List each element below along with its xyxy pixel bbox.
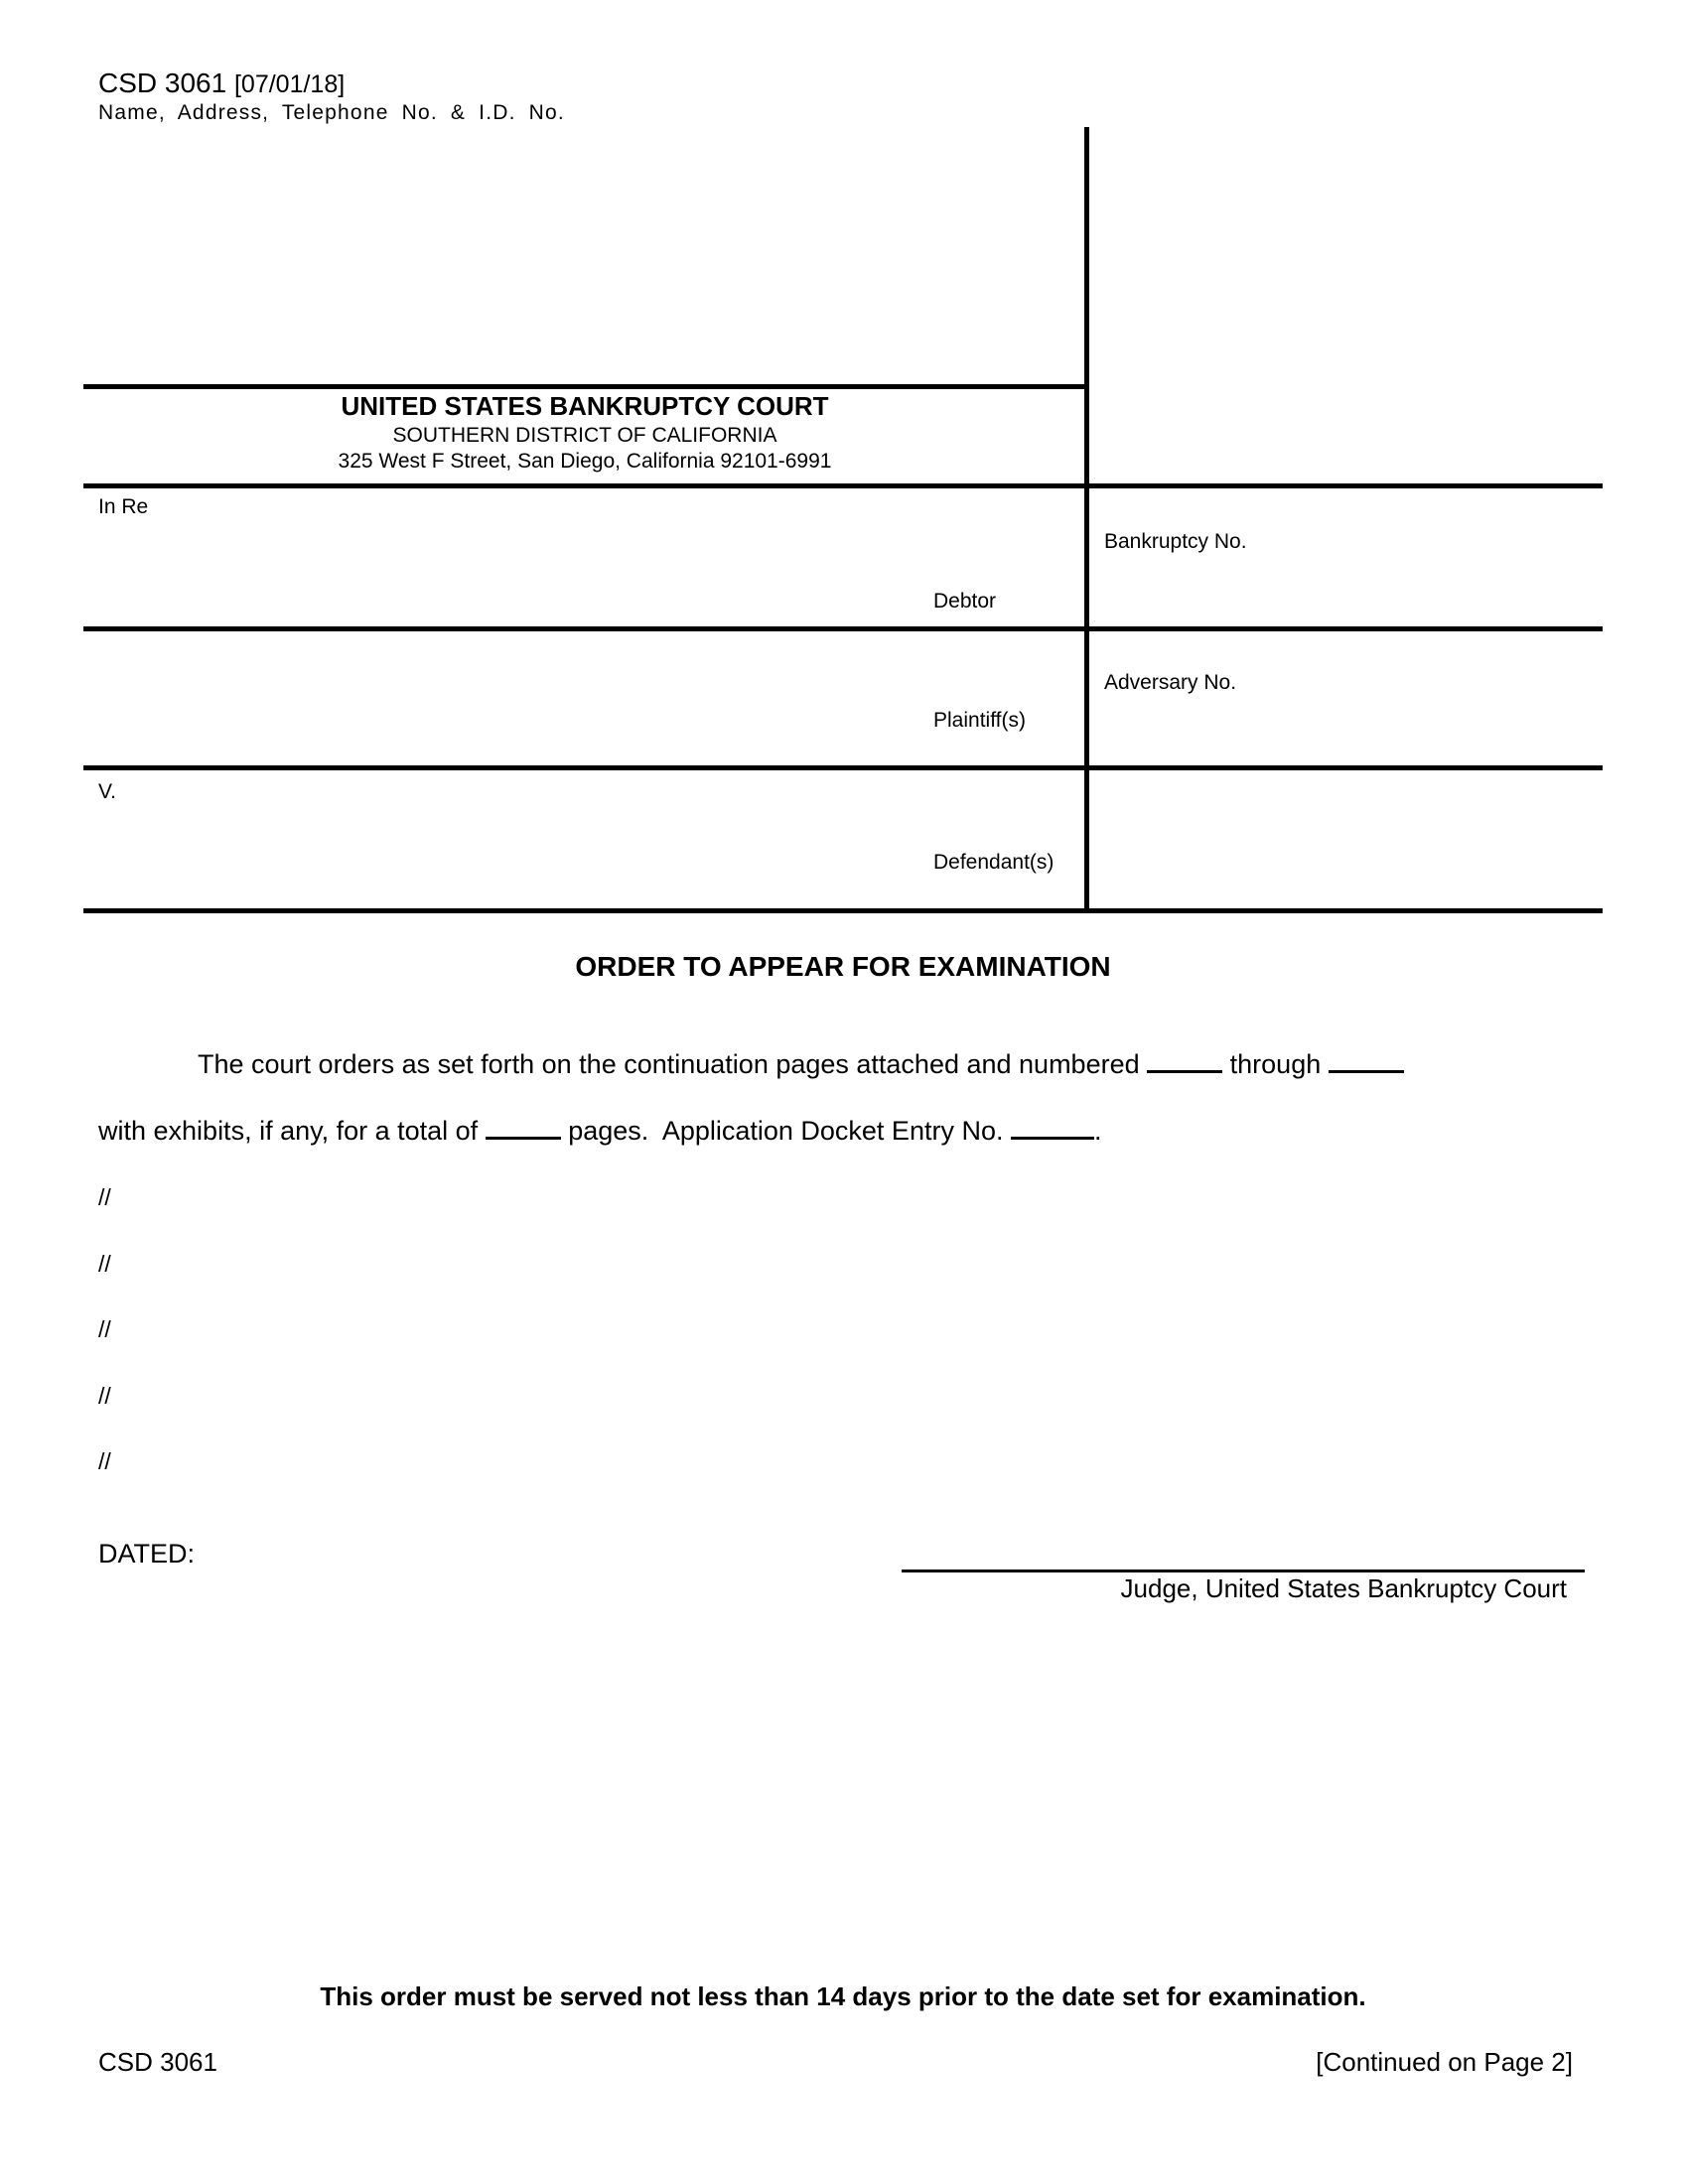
plaintiff-top-divider <box>83 626 1603 631</box>
footer-form-number: CSD 3061 <box>98 2047 217 2077</box>
court-address: 325 West F Street, San Diego, California 92101-6991 <box>338 450 832 473</box>
slash-line: // <box>98 1316 111 1342</box>
in-re-label: In Re <box>98 495 149 518</box>
slash-line: // <box>98 1184 111 1210</box>
through-text: through <box>1229 1049 1322 1079</box>
dated-label: DATED: <box>98 1539 196 1569</box>
slash-line: // <box>98 1448 111 1474</box>
name-address-label: Name, Address, Telephone No. & I.D. No. <box>98 101 565 124</box>
bankruptcy-no-label: Bankruptcy No. <box>1104 530 1247 553</box>
total-pages-blank[interactable] <box>486 1115 561 1140</box>
form-date: [07/01/18] <box>233 70 346 98</box>
caption-bottom-divider <box>83 908 1603 913</box>
pages-text: pages. <box>568 1116 649 1146</box>
defendant-label: Defendant(s) <box>933 851 1055 874</box>
adversary-no-label: Adversary No. <box>1104 671 1237 694</box>
judge-label: Judge, United States Bankruptcy Court <box>1120 1573 1567 1603</box>
form-number: CSD 3061 <box>98 68 227 98</box>
court-name: UNITED STATES BANKRUPTCY COURT <box>341 391 829 421</box>
debtor-label: Debtor <box>933 590 997 613</box>
in-re-top-divider <box>83 483 1603 488</box>
plaintiff-label: Plaintiff(s) <box>933 709 1026 732</box>
footer-continued: [Continued on Page 2] <box>1316 2047 1573 2077</box>
judge-signature-line[interactable] <box>902 1570 1585 1572</box>
service-notice: This order must be served not less than 14 days prior to the date set for examination. <box>320 1981 1366 2011</box>
order-line-1-text: The court orders as set forth on the continuation pages attached and numbered <box>198 1049 1140 1079</box>
form-number-header <box>98 68 345 99</box>
order-line-2-prefix: with exhibits, if any, for a total of <box>98 1116 479 1146</box>
continuation-end-blank[interactable] <box>1329 1048 1404 1073</box>
docket-entry-text: Application Docket Entry No. <box>661 1116 1004 1146</box>
slash-line: // <box>98 1383 111 1409</box>
defendant-top-divider <box>83 765 1603 770</box>
slash-line: // <box>98 1251 111 1277</box>
order-line-2 <box>98 1115 1102 1147</box>
caption-vertical-divider <box>1084 127 1089 911</box>
order-line-2-period: . <box>1094 1116 1102 1146</box>
court-top-divider <box>83 384 1086 389</box>
court-district: SOUTHERN DISTRICT OF CALIFORNIA <box>392 424 777 447</box>
continuation-start-blank[interactable] <box>1147 1048 1222 1073</box>
docket-entry-blank[interactable] <box>1011 1115 1094 1140</box>
order-line-1 <box>198 1048 1404 1080</box>
order-title: ORDER TO APPEAR FOR EXAMINATION <box>575 951 1111 982</box>
versus-label: V. <box>98 780 116 803</box>
